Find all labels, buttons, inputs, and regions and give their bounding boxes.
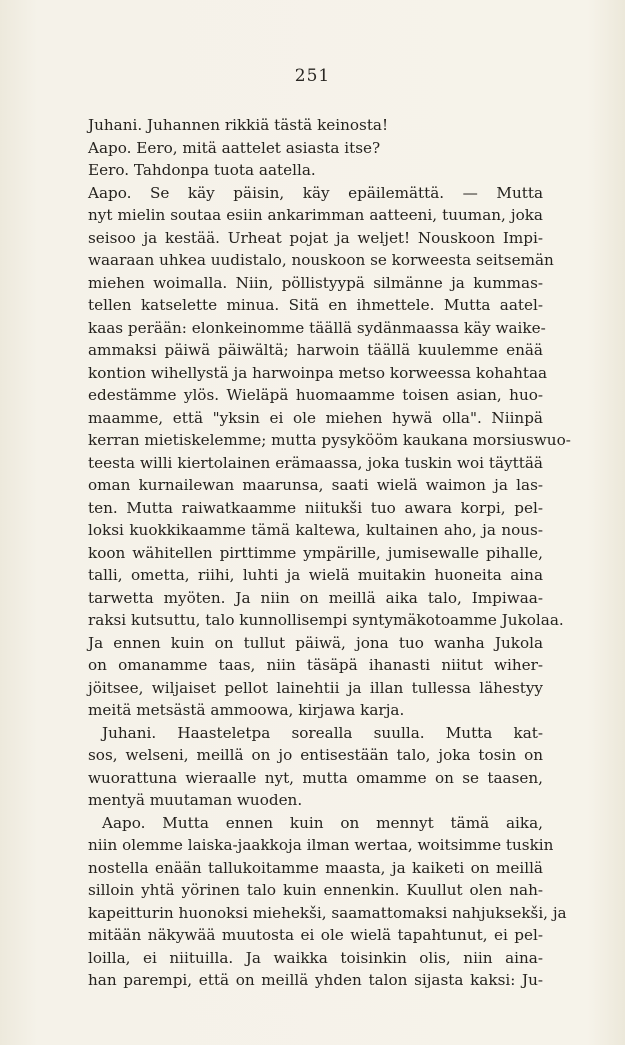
text-line: silloin yhtä yörinen talo kuin ennenkin. Kuullut olen nah- — [88, 881, 543, 899]
text-line: Aapo. Mutta ennen kuin on mennyt tämä aika, — [102, 813, 543, 832]
text-line: niin olemme laiska-jaakkoja ilman wertaa, woitsimme tuskin — [88, 836, 554, 854]
text-line: mitään näkywää muutosta ei ole wielä tapahtunut, ei pel- — [88, 926, 543, 944]
text-line: mentyä muutaman wuoden. — [88, 791, 303, 809]
text-line: nyt mielin soutaa esiin ankarimman aatteeni, tuuman, joka — [88, 206, 543, 224]
text-line: tarwetta myöten. Ja niin on meillä aika talo, Impiwaa- — [88, 588, 543, 607]
text-line: ammaksi päiwä päiwältä; harwoin täällä kuulemme enää — [88, 341, 543, 359]
text-line: kerran mietiskelemme; mutta pysykööm kaukana morsiuswuo- — [88, 431, 571, 449]
text-line: nostella enään tallukoitamme maasta, ja kaiketi on meillä — [88, 858, 543, 877]
body-text — [88, 114, 571, 992]
text-line: Ja ennen kuin on tullut päiwä, jona tuo wanha Jukola — [88, 633, 543, 652]
text-line: loilla, ei niituilla. Ja waikka toisinkin olis, niin aina- — [88, 948, 543, 967]
text-line: kontion wihellystä ja harwoinpa metso korweessa kohahtaa — [88, 363, 548, 382]
text-line: Juhani. Juhannen rikkiä tästä keinosta! — [88, 116, 389, 134]
text-line: wuorattuna wieraalle nyt, mutta omamme on se taasen, — [88, 768, 543, 787]
text-line: oman kurnailewan maarunsa, saati wielä waimon ja las- — [88, 476, 543, 494]
text-line: waaraan uhkea uudistalo, nouskoon se korweesta seitsemän — [88, 251, 554, 269]
text-line: jöitsee, wiljaiset pellot lainehtii ja illan tullessa lähestyy — [88, 678, 543, 697]
text-line: seisoo ja kestää. Urheat pojat ja weljet! Nouskoon Impi- — [88, 228, 543, 247]
page-number: 251 — [294, 66, 331, 86]
text-line: sos, welseni, meillä on jo entisestään talo, joka tosin on — [88, 746, 543, 764]
text-line: teesta willi kiertolainen erämaassa, joka tuskin woi täyttää — [88, 453, 543, 472]
text-line: maamme, että "yksin ei ole miehen hywä olla". Niinpä — [88, 408, 543, 427]
text-line: loksi kuokkikaamme tämä kaltewa, kultainen aho, ja nous- — [88, 521, 543, 539]
text-line: on omanamme taas, niin täsäpä ihanasti niitut wiher- — [88, 656, 543, 674]
text-line: kaas perään: elonkeinomme täällä sydänmaassa käy waike- — [88, 318, 546, 337]
text-line: talli, ometta, riihi, luhti ja wielä muitakin huoneita aina — [88, 566, 543, 584]
text-line: Aapo. Eero, mitä aattelet asiasta itse? — [88, 138, 381, 157]
text-line: ten. Mutta raiwatkaamme niitukši tuo awara korpi, pel- — [88, 498, 543, 517]
text-line: koon wähitellen pirttimme ympärille, jumisewalle pihalle, — [88, 543, 543, 562]
text-line: edestämme ylös. Wieläpä huomaamme toisen asian, huo- — [88, 386, 543, 404]
text-line: raksi kutsuttu, talo kunnollisempi syntymäkotoamme Jukolaa. — [88, 611, 564, 629]
text-line: miehen woimalla. Niin, pöllistyypä silmänne ja kummas- — [88, 273, 543, 292]
text-line: Eero. Tahdonpa tuota aatella. — [88, 161, 316, 179]
text-line: Juhani. Haasteletpa sorealla suulla. Mutta kat- — [102, 723, 543, 742]
text-line: kapeitturin huonoksi miehekši, saamattomaksi nahjuksekši, ja — [88, 903, 567, 922]
text-line: han parempi, että on meillä yhden talon sijasta kaksi: Ju- — [88, 971, 543, 989]
text-line: Aapo. Se käy päisin, käy epäilemättä. — Mutta — [88, 183, 543, 202]
text-line: meitä metsästä ammoowa, kirjawa karja. — [88, 701, 405, 719]
text-line: tellen katselette minua. Sitä en ihmettele. Mutta aatel- — [88, 296, 543, 314]
